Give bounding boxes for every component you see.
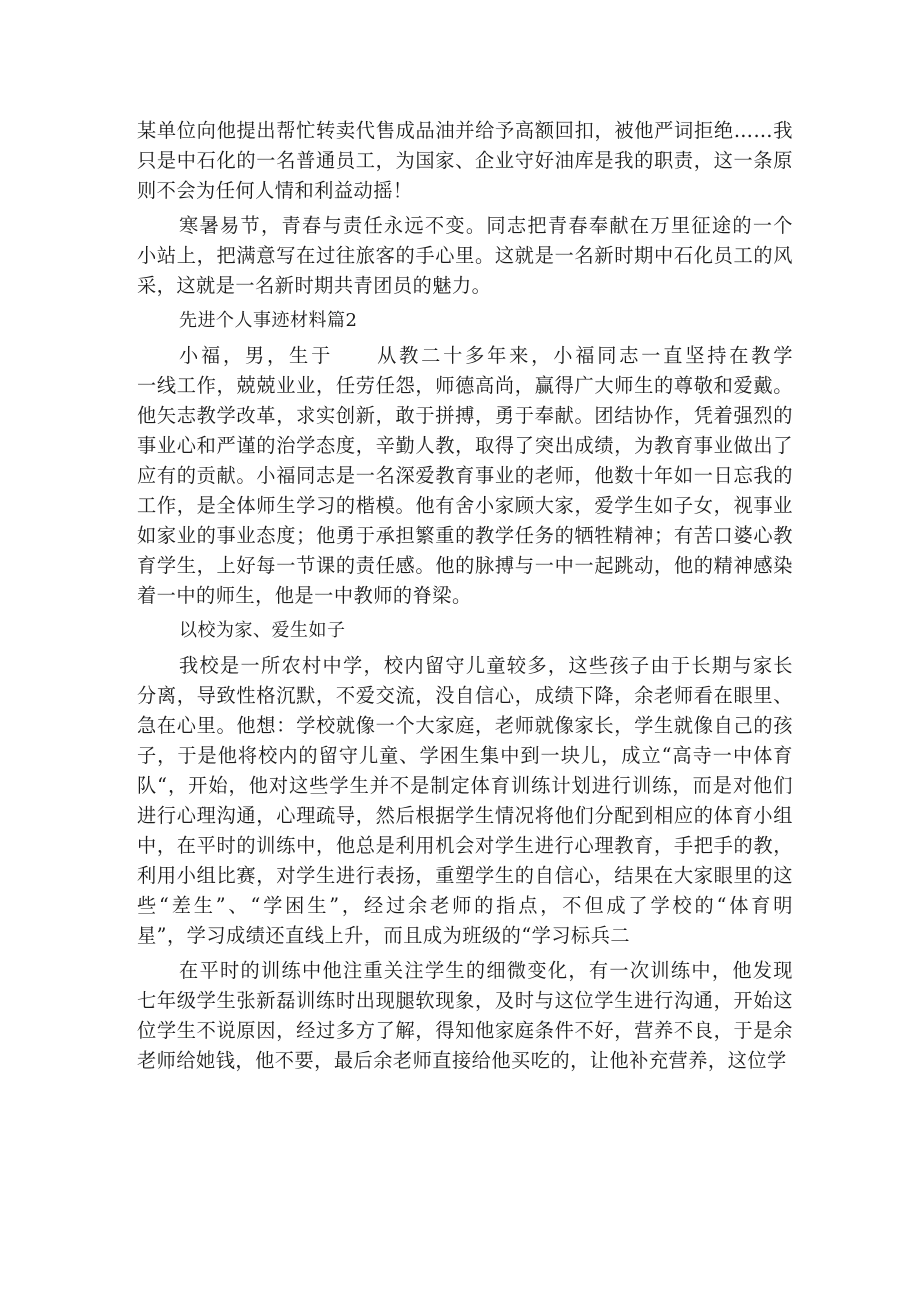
body-paragraph	[137, 211, 793, 301]
text-line: 小福，男，生于 从教二十多年来，小福同志一直坚持在教学	[179, 344, 793, 367]
heading-text: 以校为家、爱生如子	[179, 620, 346, 641]
section-heading	[137, 306, 793, 336]
document-page	[137, 116, 793, 1081]
body-paragraph	[137, 341, 793, 611]
text-line: 进行心理沟通，心理疏导，然后根据学生情况将他们分配到相应的体育小组	[137, 804, 793, 827]
body-paragraph	[137, 116, 793, 206]
text-line: 应有的贡献。小福同志是一名深爱教育事业的老师，他数十年如一日忘我的	[137, 464, 793, 487]
text-line: 位学生不说原因，经过多方了解，得知他家庭条件不好，营养不良，于是余	[137, 1019, 793, 1042]
text-line: 七年级学生张新磊训练时出现腿软现象，及时与这位学生进行沟通，开始这	[137, 989, 793, 1012]
text-line: 在平时的训练中他注重关注学生的细微变化，有一次训练中，他发现	[179, 959, 793, 982]
text-line: 急在心里。他想：学校就像一个大家庭，老师就像家长，学生就像自己的孩	[137, 714, 793, 737]
text-line: 他矢志教学改革，求实创新，敢于拼搏，勇于奉献。团结协作，凭着强烈的	[137, 404, 793, 427]
text-line: 着一中的师生，他是一中教师的脊梁。	[137, 584, 472, 607]
text-line: 育学生，上好每一节课的责任感。他的脉搏与一中一起跳动，他的精神感染	[137, 554, 793, 577]
body-paragraph	[137, 956, 793, 1076]
text-line: 则不会为任何人情和利益动摇！	[137, 179, 413, 202]
text-line: 事业心和严谨的治学态度，辛勤人教，取得了突出成绩，为教育事业做出了	[137, 434, 793, 457]
text-line: 某单位向他提出帮忙转卖代售成品油并给予高额回扣，被他严词拒绝……我	[137, 119, 793, 142]
heading-text: 先进个人事迹材料篇2	[179, 310, 358, 331]
text-line: 些“差生”、“学困生”，经过余老师的指点，不但成了学校的“体育明	[137, 894, 793, 917]
text-line: 小站上，把满意写在过往旅客的手心里。这就是一名新时期中石化员工的风	[137, 244, 793, 267]
text-line: 采，这就是一名新时期共青团员的魅力。	[137, 274, 492, 297]
text-line: 工作，是全体师生学习的楷模。他有舍小家顾大家，爱学生如子女，视事业	[137, 494, 793, 517]
text-line: 中，在平时的训练中，他总是利用机会对学生进行心理教育，手把手的教，	[137, 834, 793, 857]
text-line: 子，于是他将校内的留守儿童、学困生集中到一块儿，成立“高寺一中体育	[137, 744, 793, 767]
text-line: 老师给她钱，他不要，最后余老师直接给他买吃的，让他补充营养，这位学	[137, 1049, 787, 1072]
text-line: 队“，开始，他对这些学生并不是制定体育训练计划进行训练，而是对他们	[137, 774, 793, 797]
section-heading	[137, 616, 793, 646]
body-paragraph	[137, 651, 793, 951]
text-line: 利用小组比赛，对学生进行表扬，重塑学生的自信心，结果在大家眼里的这	[137, 864, 793, 887]
document-body	[137, 116, 793, 1076]
text-line: 一线工作，兢兢业业，任劳任怨，师德高尚，赢得广大师生的尊敬和爱戴。	[137, 374, 793, 397]
text-line: 分离，导致性格沉默，不爱交流，没自信心，成绩下降，余老师看在眼里、	[137, 684, 793, 707]
text-line: 我校是一所农村中学，校内留守儿童较多，这些孩子由于长期与家长	[179, 654, 793, 677]
text-line: 如家业的事业态度；他勇于承担繁重的教学任务的牺牲精神；有苦口婆心教	[137, 524, 793, 547]
text-line: 寒暑易节，青春与责任永远不变。同志把青春奉献在万里征途的一个	[179, 214, 793, 237]
text-line: 只是中石化的一名普通员工，为国家、企业守好油库是我的职责，这一条原	[137, 149, 793, 172]
text-line: 星”，学习成绩还直线上升，而且成为班级的“学习标兵二	[137, 924, 631, 947]
